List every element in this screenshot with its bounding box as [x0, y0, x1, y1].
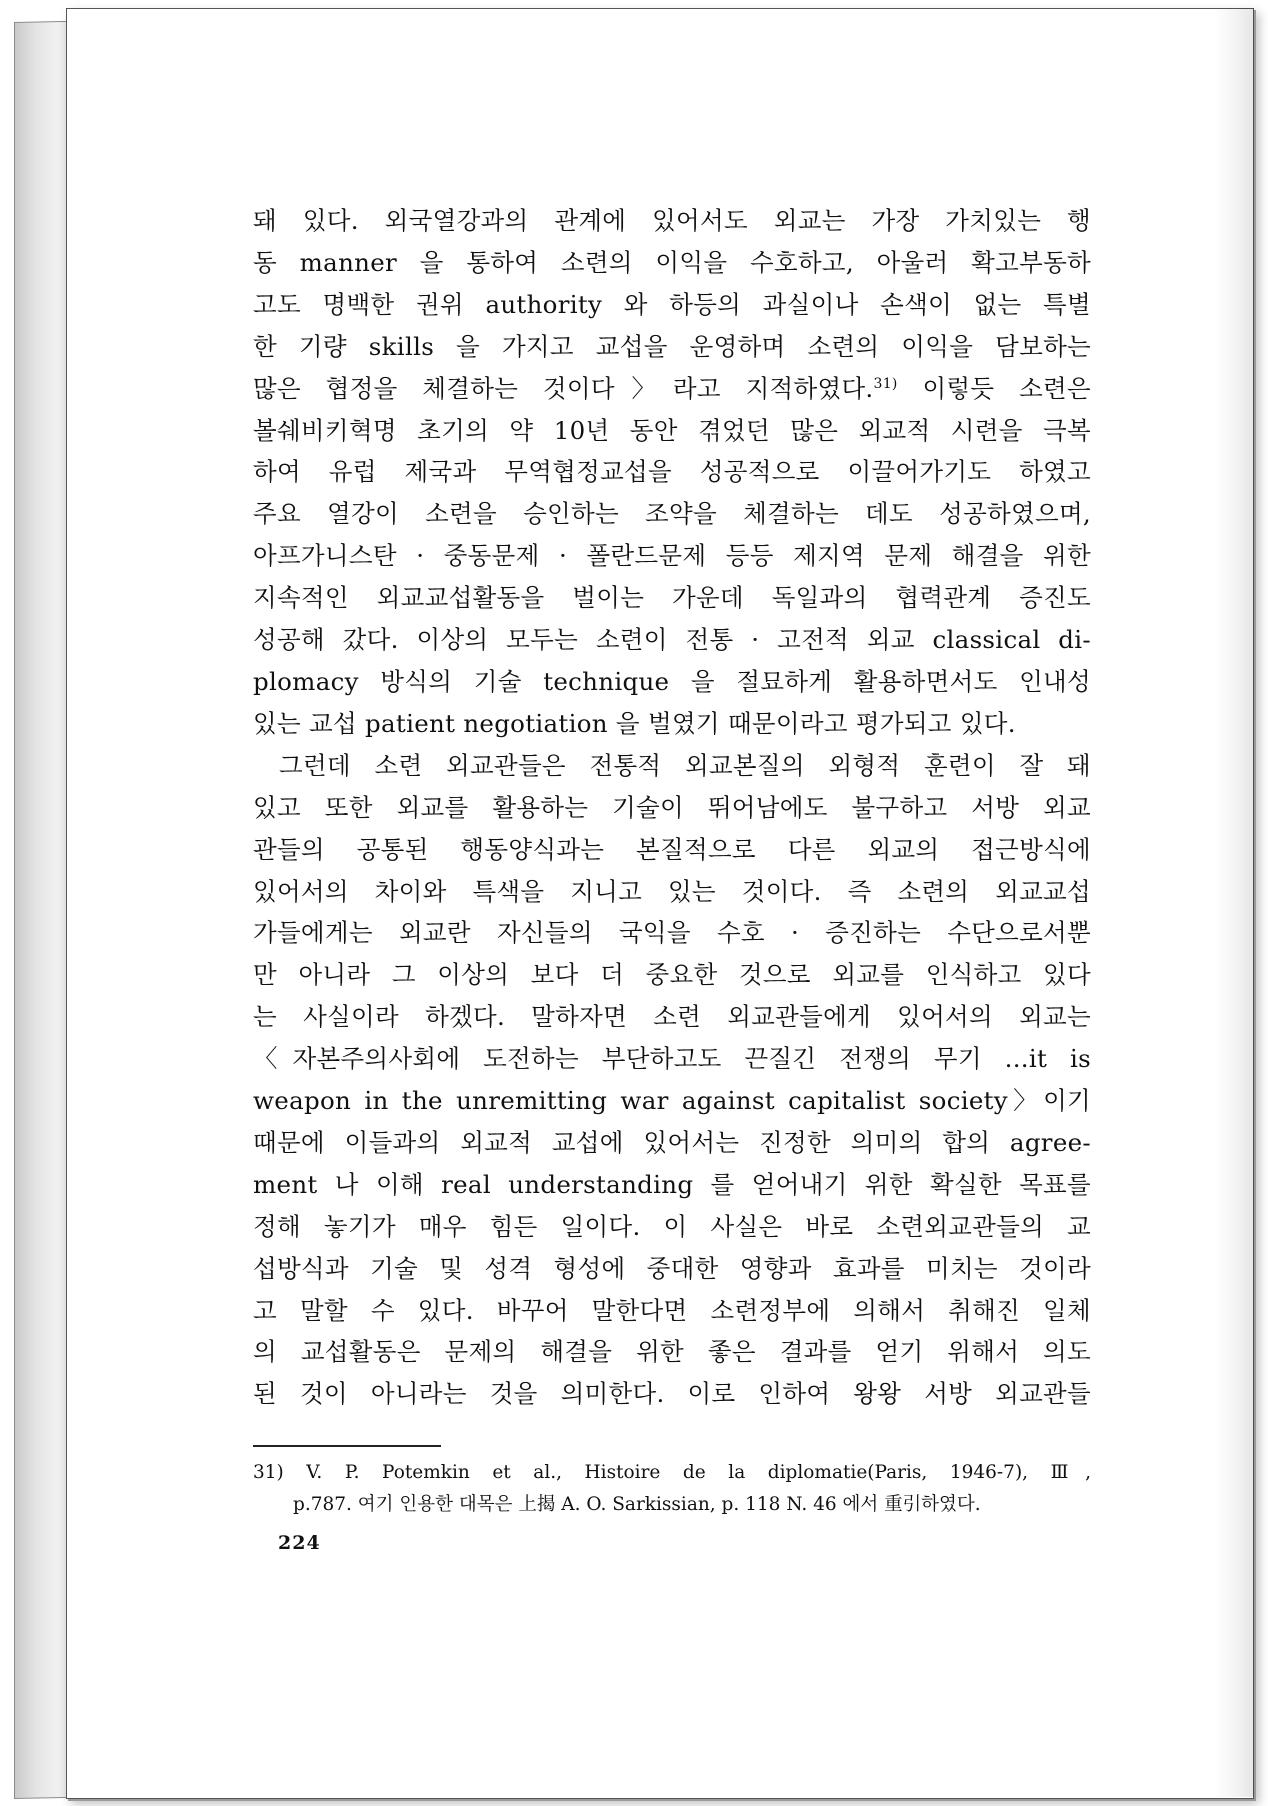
text-line: 아프가니스탄 · 중동문제 · 폴란드문제 등등 제지역 문제 해결을 위한 — [253, 541, 1091, 571]
text-line: 가들에게는 외교란 자신들의 국익을 수호 · 증진하는 수단으로서뿐 — [253, 918, 1091, 948]
text-line: 〈자본주의사회에 도전하는 부단하고도 끈질긴 전쟁의 무기 ...it is — [253, 1044, 1091, 1074]
text-line: 한 기량 skills 을 가지고 교섭을 운영하며 소련의 이익을 담보하는 — [253, 331, 1091, 361]
text-line: 관들의 공통된 행동양식과는 본질적으로 다른 외교의 접근방식에 — [253, 834, 1091, 864]
footnote-divider — [253, 1445, 441, 1447]
text-line: 하여 유럽 제국과 무역협정교섭을 성공적으로 이끌어가기도 하였고 — [253, 457, 1091, 487]
footnote-line: p.787. 여기 인용한 대목은 上揭 A. O. Sarkissian, p. 118 N. 46 에서 重引하였다. — [293, 1494, 981, 1515]
text-line: 성공해 갔다. 이상의 모두는 소련이 전통 · 고전적 외교 classical di- — [253, 625, 1091, 655]
text-line: 섭방식과 기술 및 성격 형성에 중대한 영향과 효과를 미치는 것이라 — [253, 1253, 1091, 1283]
text-line: 는 사실이라 하겠다. 말하자면 소련 외교관들에게 있어서의 외교는 — [253, 1002, 1091, 1032]
text-line: 만 아니라 그 이상의 보다 더 중요한 것으로 외교를 인식하고 있다 — [253, 960, 1091, 990]
paragraph-start-line: 그런데 소련 외교관들은 전통적 외교본질의 외형적 훈련이 잘 돼 — [279, 750, 1091, 780]
footnote-reference: 31) — [873, 375, 898, 392]
text-line: 있는 교섭 patient negotiation 을 벌였기 때문이라고 평가되고 있다. — [253, 708, 1016, 738]
text-line: 주요 열강이 소련을 승인하는 조약을 체결하는 데도 성공하였으며, — [253, 499, 1091, 529]
text-line: 고도 명백한 권위 authority 와 하등의 과실이나 손색이 없는 특별 — [253, 289, 1091, 319]
footnote-line: 31) V. P. Potemkin et al., Histoire de la diplomatie(Paris, 1946-7), Ⅲ, — [253, 1462, 1091, 1483]
text-line: 있어서의 차이와 특색을 지니고 있는 것이다. 즉 소련의 외교교섭 — [253, 876, 1091, 906]
body-text — [253, 200, 1091, 1415]
text-line: 정해 놓기가 매우 힘든 일이다. 이 사실은 바로 소련외교관들의 교 — [253, 1211, 1091, 1241]
text-line: weapon in the unremitting war against capitalist society〉이기 — [253, 1086, 1091, 1116]
text-segment: 이렇듯 소련은 — [922, 373, 1091, 403]
text-line: 고 말할 수 있다. 바꾸어 말한다면 소련정부에 의해서 취해진 일체 — [253, 1295, 1091, 1325]
page-number: 224 — [278, 1532, 321, 1554]
text-line: 돼 있다. 외국열강과의 관계에 있어서도 외교는 가장 가치있는 행 — [253, 206, 1091, 235]
text-line: 있고 또한 외교를 활용하는 기술이 뛰어남에도 불구하고 서방 외교 — [253, 792, 1091, 822]
text-line: 볼쉐비키혁명 초기의 약 10년 동안 겪었던 많은 외교적 시련을 극복 — [253, 415, 1091, 445]
text-line: 지속적인 외교교섭활동을 벌이는 가운데 독일과의 협력관계 증진도 — [253, 583, 1091, 613]
text-line-with-footnote — [253, 368, 1091, 410]
text-line: 때문에 이들과의 외교적 교섭에 있어서는 진정한 의미의 합의 agree- — [253, 1127, 1091, 1157]
text-line: 된 것이 아니라는 것을 의미한다. 이로 인하여 왕왕 서방 외교관들 — [253, 1379, 1091, 1409]
text-line: 의 교섭활동은 문제의 해결을 위한 좋은 결과를 얻기 위해서 의도 — [253, 1337, 1091, 1367]
text-line: 동 manner 을 통하여 소련의 이익을 수호하고, 아울러 확고부동하 — [253, 247, 1091, 277]
text-line: plomacy 방식의 기술 technique 을 절묘하게 활용하면서도 인내성 — [253, 666, 1091, 696]
footnotes — [253, 1457, 1091, 1521]
text-segment: 많은 협정을 체결하는 것이다〉라고 지적하였다. — [253, 373, 874, 403]
text-line: ment 나 이해 real understanding 를 얻어내기 위한 확실한 목표를 — [253, 1169, 1091, 1199]
page-fold-shadow — [1214, 8, 1254, 1797]
